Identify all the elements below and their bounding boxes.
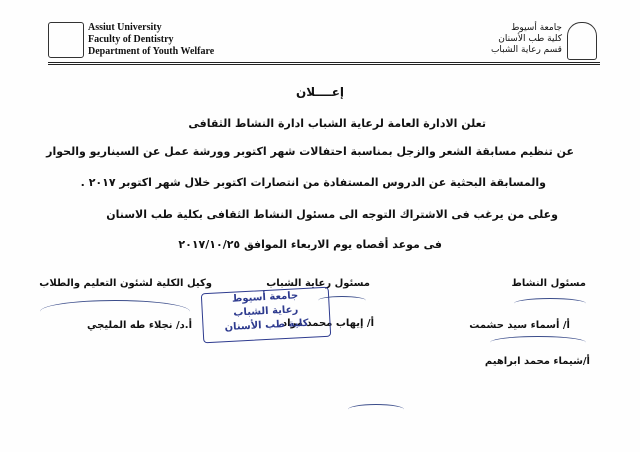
header-divider-2: [48, 64, 600, 65]
body-line-1: تعلن الادارة العامة لرعاية الشباب ادارة النشاط الثقافى: [188, 117, 486, 130]
faculty-logo: [567, 22, 597, 60]
vice-dean-name: أ.د/ نجلاء طه المليجي: [87, 320, 192, 331]
body-line-4: وعلى من يرغب فى الاشتراك التوجه الى مسئول النشاط الثقافى بكلية طب الاسنان: [106, 208, 558, 221]
stamp-line-2: رعاية الشباب: [233, 304, 299, 319]
header-department: Department of Youth Welfare: [88, 46, 215, 57]
vice-dean-title: وكيل الكلية لشئون التعليم والطلاب: [39, 278, 212, 289]
header-divider: [48, 62, 600, 63]
announcement-title: إعــــلان: [295, 85, 345, 99]
youth-officer-name: أ/ إيهاب محمد مراد: [282, 318, 374, 329]
english-header: [88, 22, 214, 58]
activity-officer-name-2: أ/شيماء محمد ابراهيم: [484, 356, 590, 367]
activity-signature-2: [490, 336, 586, 349]
header-ar-university: جامعة أسيوط: [511, 23, 562, 33]
activity-signature-1: [514, 298, 586, 309]
bottom-signature: [348, 404, 404, 415]
university-logo: [48, 22, 84, 58]
activity-officer-title: مسئول النشاط: [511, 278, 586, 289]
header-ar-faculty: كلية طب الأسنان: [498, 34, 562, 44]
arabic-header: [491, 23, 562, 56]
official-stamp: [201, 287, 331, 344]
header-university: Assiut University: [88, 22, 162, 33]
youth-officer-title: مسئول رعاية الشباب: [266, 278, 370, 289]
stamp-line-3: كلية طب الأسنان: [224, 317, 309, 334]
header-ar-department: قسم رعاية الشباب: [490, 45, 562, 55]
body-line-2: عن تنظيم مسابقة الشعر والزجل بمناسبة احتفالات شهر اكتوبر وورشة عمل عن السيناريو والحوار: [46, 145, 574, 158]
body-line-3: والمسابقة البحثية عن الدروس المستفادة من انتصارات اكتوبر خلال شهر اكتوبر ٢٠١٧ .: [80, 176, 546, 189]
header-faculty: Faculty of Dentistry: [88, 34, 174, 45]
body-line-5: فى موعد أقصاه يوم الاربعاء الموافق ٢٠١٧/١٠/٢٥: [178, 238, 442, 251]
stamp-line-1: جامعة أسيوط: [231, 290, 299, 305]
activity-officer-name-1: أ/ أسماء سيد حشمت: [469, 320, 570, 331]
